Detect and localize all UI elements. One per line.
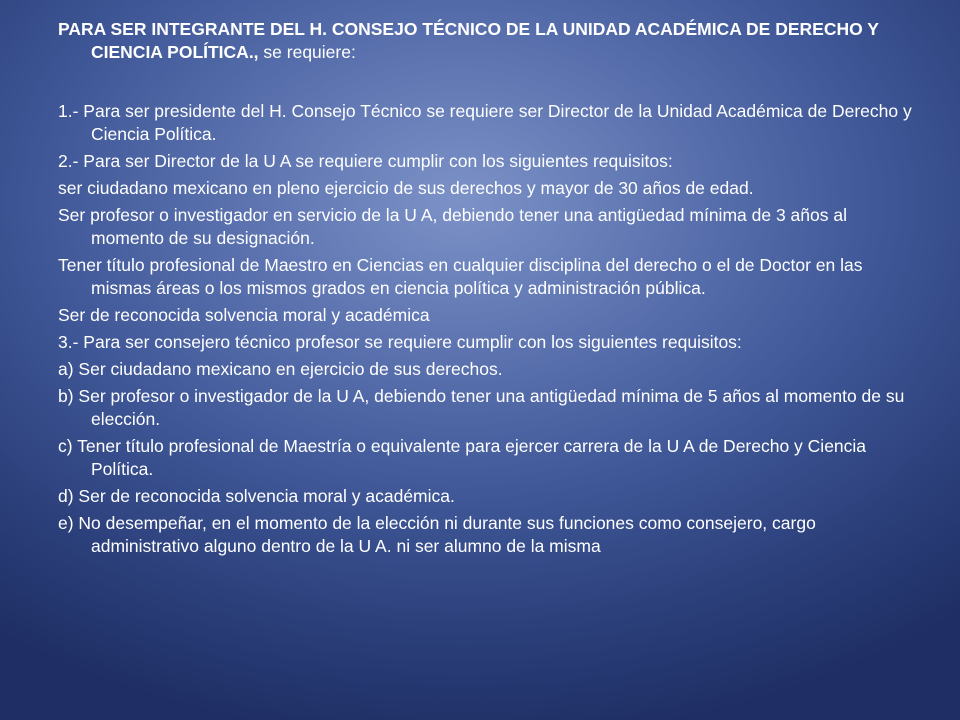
slide-body xyxy=(58,12,918,712)
paragraph-1: 1.- Para ser presidente del H. Consejo Técnico se requiere ser Director de la Unidad Académica de Derecho y Ciencia Política. xyxy=(58,101,912,144)
paragraph-7: 3.- Para ser consejero técnico profesor se requiere cumplir con los siguientes requisitos: xyxy=(58,332,742,352)
paragraph-9: b) Ser profesor o investigador de la U A, debiendo tener una antigüedad mínima de 5 años al momento de su elección. xyxy=(58,386,905,429)
heading-normal-text: se requiere: xyxy=(258,42,356,62)
paragraph-11: d) Ser de reconocida solvencia moral y académica. xyxy=(58,486,455,506)
paragraph-3: ser ciudadano mexicano en pleno ejercicio de sus derechos y mayor de 30 años de edad. xyxy=(58,178,754,198)
paragraph-5: Tener título profesional de Maestro en Ciencias en cualquier disciplina del derecho o el de Doctor en las mismas áreas o los mismos grados en ciencia política y administración pública. xyxy=(58,255,863,298)
paragraph-8: a) Ser ciudadano mexicano en ejercicio de sus derechos. xyxy=(58,359,503,379)
paragraph-2: 2.- Para ser Director de la U A se requiere cumplir con los siguientes requisitos: xyxy=(58,151,673,171)
paragraph-12: e) No desempeñar, en el momento de la elección ni durante sus funciones como consejero, cargo administrativo alguno dentro de la U A. ni ser alumno de la misma xyxy=(58,513,816,556)
paragraph-6: Ser de reconocida solvencia moral y académica xyxy=(58,305,430,325)
heading-bold-text: PARA SER INTEGRANTE DEL H. CONSEJO TÉCNICO DE LA UNIDAD ACADÉMICA DE DERECHO Y CIENCIA POLÍTICA., xyxy=(58,19,879,62)
paragraph-4: Ser profesor o investigador en servicio de la U A, debiendo tener una antigüedad mínima de 3 años al momento de su designación. xyxy=(58,205,847,248)
paragraph-10: c) Tener título profesional de Maestría o equivalente para ejercer carrera de la U A de Derecho y Ciencia Política. xyxy=(58,436,867,479)
slide-heading xyxy=(58,18,918,64)
